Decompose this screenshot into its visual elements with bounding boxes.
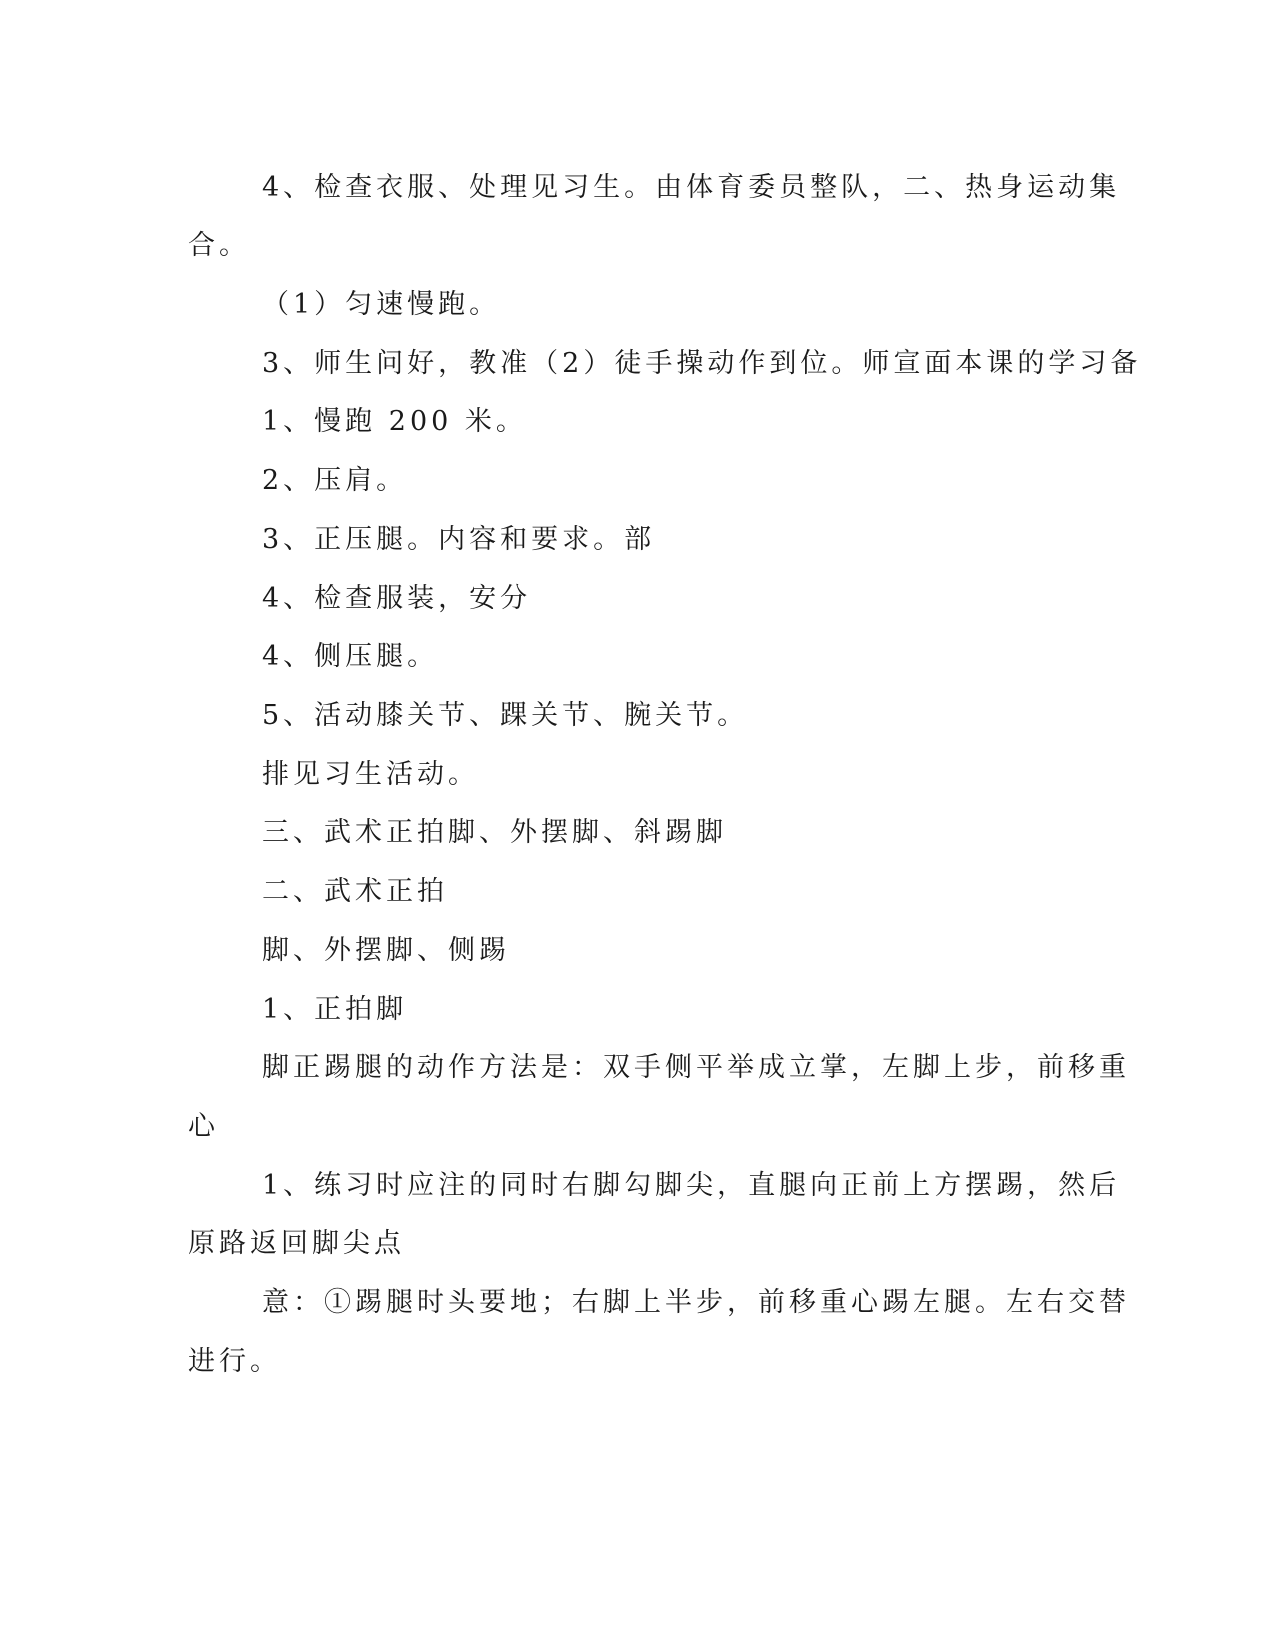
paragraph-line: 1、练习时应注的同时右脚勾脚尖，直腿向正前上方摆踢，然后 [262,1170,1121,1201]
paragraph-line: 脚正踢腿的动作方法是：双手侧平举成立掌，左脚上步，前移重 [262,1052,1130,1083]
paragraph-line: 3、正压腿。内容和要求。部 [262,524,656,555]
paragraph-line: 4、侧压腿。 [262,641,439,672]
paragraph-line: 4、检查衣服、处理见习生。由体育委员整队，二、热身运动集 [262,172,1121,203]
paragraph-line: 3、师生问好，教准（2）徒手操动作到位。师宣面本课的学习备 [262,348,1142,379]
paragraph-line: 三、武术正拍脚、外摆脚、斜踢脚 [262,817,727,848]
paragraph-line: 1、慢跑 200 米。 [262,406,527,437]
paragraph-line: 排见习生活动。 [262,759,479,790]
paragraph-line: 进行。 [188,1346,281,1377]
paragraph-line: 4、检查服装，安分 [262,583,532,614]
paragraph-line: 心 [188,1111,219,1142]
paragraph-line: 合。 [188,230,250,261]
paragraph-line: 意：①踢腿时头要地；右脚上半步，前移重心踢左腿。左右交替 [262,1287,1130,1318]
paragraph-line: 原路返回脚尖点 [188,1228,405,1259]
paragraph-line: 二、武术正拍 [262,876,448,907]
paragraph-line: 脚、外摆脚、侧踢 [262,935,510,966]
paragraph-line: 5、活动膝关节、踝关节、腕关节。 [262,700,749,731]
paragraph-line: （1）匀速慢跑。 [262,289,501,320]
paragraph-line: 1、正拍脚 [262,994,408,1025]
paragraph-line: 2、压肩。 [262,465,408,496]
